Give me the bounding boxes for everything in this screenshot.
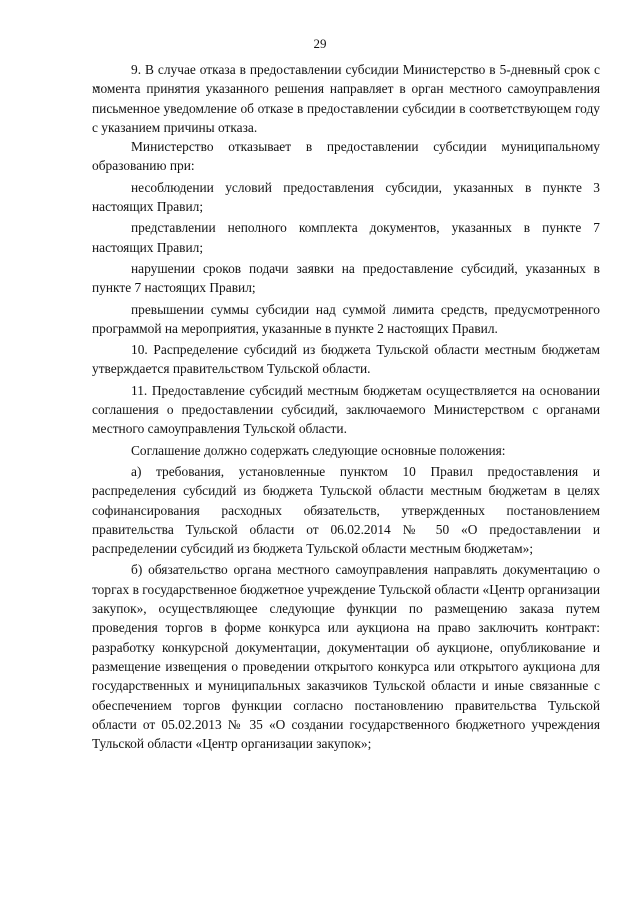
- paragraph-ground-documents: представлении неполного комплекта документов, указанных в пункте 7 настоящих Правил;: [92, 220, 600, 255]
- paragraph-ground-conditions: несоблюдении условий предоставления субсидии, указанных в пункте 3 настоящих Правил;: [92, 179, 600, 215]
- paragraph-agreement-basis: 11. Предоставление субсидий местным бюджетам осуществляется на основании соглашения о предоставлении субсидий, заключаемого Министерством с органами местного самоуправления Тульской области.: [92, 382, 600, 437]
- paragraph-ground-deadlines: нарушении сроков подачи заявки на предоставление субсидий, указанных в пункте 7 настоящих Правил;: [92, 260, 600, 296]
- paragraph-agreement-contents: Соглашение должно содержать следующие основные положения:: [131, 442, 506, 458]
- page-number: 29: [313, 36, 327, 51]
- document-body: [92, 60, 600, 753]
- paragraph-ground-limit: превышении суммы субсидии над суммой лимита средств, предусмотренного программой на мероприятия, указанные в пункте 2 настоящих Правил.: [92, 301, 600, 336]
- paragraph-item-a: а) требования, установленные пунктом 10 Правил предоставления и распределения субсидий из бюджета Тульской области местным бюджетам в целях софинансирования расходных обязательств, утвержденных постановлением правительства Тульской области от 06.02.2014 № 50 «О предоставлении и распределении субсидий из бюджета Тульской области местным бюджетам»;: [92, 463, 600, 557]
- paragraph-refusal-notice: 9. В случае отказа в предоставлении субсидии Министерство в 5-дневный срок с момента принятия указанного решения направляет в орган местного самоуправления письменное уведомление об отказе в предоставлении субсидии в соответствующем году с указанием причины отказа.: [92, 62, 600, 135]
- paragraph-item-b: б) обязательство органа местного самоуправления направлять документацию о торгах в государственное бюджетное учреждение Тульской области «Центр организации закупок», осуществляющее следующие функции по размещению заказа путем проведения торгов в форме конкурса или аукциона на право заключить контракт: разработку конкурсной документации, документации об аукционе, опубликование и размещение извещения о проведении открытого конкурса или открытого аукциона для государственных и муниципальных заказчиков Тульской области и иные связанные с обеспечением торгов функции согласно постановлению правительства Тульской области от 05.02.2013 № 35 «О создании государственного бюджетного учреждения Тульской области «Центр организации закупок»;: [92, 562, 600, 752]
- paragraph-distribution: 10. Распределение субсидий из бюджета Тульской области местным бюджетам утверждается правительством Тульской области.: [92, 342, 600, 377]
- paragraph-refusal-grounds: Министерство отказывает в предоставлении субсидии муниципальному образованию при:: [92, 139, 600, 174]
